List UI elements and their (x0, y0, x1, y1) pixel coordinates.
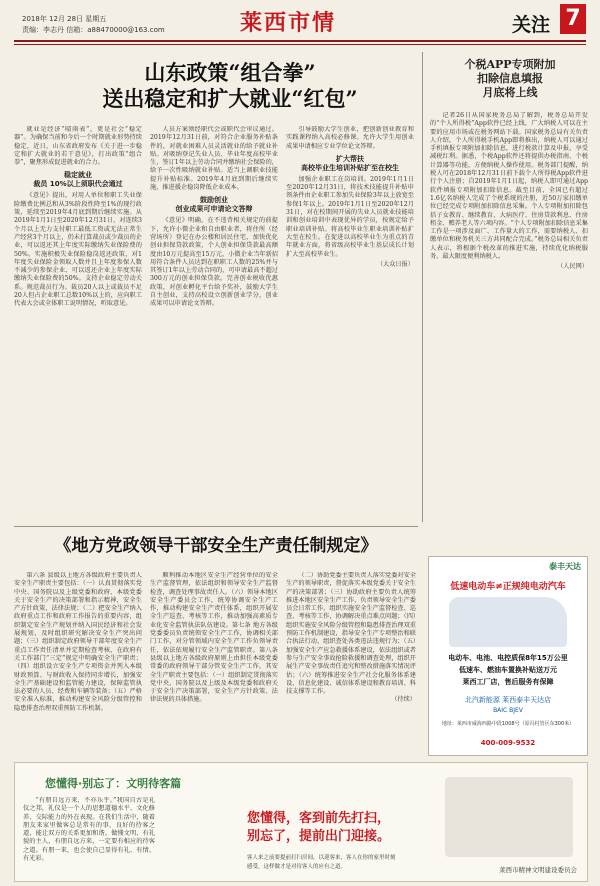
lead-col1 (14, 126, 142, 498)
lead-col3b-para: 加强企业职工在岗培训。2019年1月1日至2020年12月31日，将技术技能提升补贴申领条件由企业职工参加失业保险3年以上放宽至参保1年以上。2019年1月1日至2020年12月31日，对在校期间开展的失业人员就业技能培训和创业培训中表现优异的学员，按规定给予职业培训补贴。将高校毕业生职业培训补贴扩大至在校生。在促进以高校毕业生为重点的青年就业方面，将省级高校毕业生基层成长计划扩大至高校毕业生。 (286, 175, 414, 258)
masthead (0, 0, 600, 42)
lead-col3-para: 引导鼓励大学生创业，把创新创业教育和实践课程纳入高校必修课。允许大学生用创业成果申请相应专业学位论文答辩。 (286, 126, 414, 150)
date-line: 2018年 12月 28日 星期五 (22, 15, 107, 23)
lead-sub3: 扩大帮扶 (336, 154, 364, 163)
psa-credit: 莱西市精神文明建设委员会 (499, 866, 577, 874)
sidebar-para: 记者26日从国家税务总局了解到，税务总局开发的“个人所得税”App软件已经上线，广大纳税人可以在主要的应用市场或在税务网站下载。国家税务总局有关负责人介绍，个人所得税手机App即将推出，纳税人可以通过手机填报专项附加扣除信息，进行税款计算及申报，享受减税红利。据悉，个税App软件还将提供办税指南、个税计算器等功能，方便纳税人操作使用。税务部门提醒，纳税人可在2018年12月31日前下载个人所得税App软件进行个人注册；自2019年1月1日起，纳税人即可通过App软件填报专项附加扣除信息。截至目前，全国已有超过1.6亿名纳税人完成了个税系统的注册，近50万家扣缴单位已经完成专项附加扣除信息采集。个人专项附加扣除包括子女教育、继续教育、大病医疗、住房贷款利息、住房租金、赡养老人等六项内容。“个人专项附加扣除信息采集工作是一项涉及面广、工作量大的工作，需要纳税人、扣缴单位和税务机关三方共同配合完成。”税务总局相关负责人表示，将根据个税改革的推进实施，持续优化纳税服务，最大限度便利纳税人。 (430, 112, 588, 261)
feature-col1 (14, 572, 142, 752)
ad-logo-sub: BAIC BJEV (493, 707, 523, 714)
page-number: 7 (560, 4, 586, 34)
masthead-rule-thin (14, 44, 586, 45)
feature-col1-para: 第六条 县级以上地方各级政府主要负责人安全生产职责主要包括：（一）认真贯彻落实党中央、国务院以及上级党委和政府、本级党委关于安全生产的决策部署和指示精神，安全生产方针政策、法律法规；（二）把安全生产纳入政府重点工作和政府工作报告的重要内容，组织制定安全生产规划并纳入国民经济和社会发展规划，及时组织研究解决安全生产突出问题；（三）组织制定政府领导干部年度安全生产重点工作责任清单并定期检查考核，在政府有关工作部门“三定”规定中明确安全生产职责；（四）组织设立安全生产专项资金并列入本级财政预算、与财政收入保持同步增长，加强安全生产基础建设和监管能力建设，保障监管执法必要的人员、经费和车辆等装备；（五）严格安全准入标准，推动构建安全风险分级管控和隐患排查治理双重预防工作机制。 (14, 572, 142, 712)
ad-brand: 泰丰天达 (549, 562, 581, 571)
psa-caption2: 感受，这样做才是对待客人的应有之道。 (247, 864, 347, 870)
lead-col2 (150, 126, 278, 498)
feature-title: 《地方党政领导干部安全生产责任制规定》 (54, 536, 378, 556)
column-divider (422, 52, 423, 522)
lead-col3 (286, 126, 414, 498)
lead-col1-para: 就业是经济“晴雨表”，更是社会“稳定器”。为确保当前和今后一个时期就业形势持续稳定，近日，山东省政府发布《关于进一步稳定和扩大就业的若干意见》，打出政策“组合拳”，聚焦形成促进就业的合力。 (14, 126, 142, 167)
ad-car (449, 597, 567, 647)
sidebar-title-line2: 扣除信息填报 (477, 72, 543, 85)
feature-source: （待续） (391, 696, 416, 704)
lead-col1b-para: 《意见》提出，对用人单位和职工失业保险缴费比例总和从3%阶段性降至1%的现行政策，延续至2019年4月底到期后继续实施。从2019年1月1日至2020年12月31日，对连续3个月以上无力支付职工最低工资或无法正常生产经营3个月以上，仍未打算裁员或少裁员的企业，可以返还其上年度实际缴纳失业保险费的50%。实施积极失业保险稳岗返还政策，对1年度失业保险金领取人数并且上年度参保人数不减少的参保企业，可以返还企业上年度实际缴纳失业保险费的50%。支持企业稳定劳动关系。规范裁员行为。裁员20人以上或裁员不足20人但占企业职工总数10%以上的，应向职工代表大会或全体职工说明情况，听取意见。 (14, 192, 142, 308)
feature-col2-para: 顺利推动本地区安全生产经营单位的安全生产监督管理，依法组织和领导安全生产监督检查，调查处理事故责任人。（六）领导本地区安全生产委员会工作，统筹协调安全生产工作，推动构建安全生产责任体系，组织开展安全生产巡查、考核等工作，推动加强高素质专业化安全监管执法队伍建设。第七条 地方各级党委委员负责统领安全生产工作，协调相关部门工作，对分管领域内安全生产工作负领导责任，依法依规履行安全生产监管职责。第八条 县级以上地方各级政府原则上由担任本级党委常委的政府领导干部分管安全生产工作，其安全生产职责主要包括：（一）组织制定贯彻落实党中央、国务院以及上级及本级党委和政府关于安全生产决策部署，安全生产方针政策、法律法规的具体措施。 (150, 572, 278, 704)
ad-line1: 电动车、电池、电控质保8年15万公里 (448, 654, 568, 662)
psa-slogan1: 您懂得，客到前先打扫， (247, 811, 391, 826)
ad-logo-text: 北汽新能源 莱西泰丰天达店 (464, 696, 552, 704)
ad-box (428, 556, 588, 756)
psa-quote: “有朋自远方来，不亦乐乎。”我国自古是礼仪之邦，礼仪是一个人的思想道德水平、文化修养、交际能力的外在表现。在我们生活中，随着朋友来家里做客总是常有的事，良好的待客之道，能让双方的关系更加和谐。做懂文明、有礼貌的主人，有朋自远方来，一定要有相应的待客之道。有朋一来，也会使自己显得有礼、有情、有光彩。 (23, 797, 155, 863)
editor-line: 责编：李志丹 信箱：a88470000@163.com (22, 26, 165, 34)
psa-illustration (445, 777, 573, 857)
psa-heading: 您懂得·别忘了：文明待客篇 (45, 777, 182, 790)
paper-name: 莱西市情 (240, 10, 337, 36)
lead-title-line1: 山东政策“组合拳” (144, 60, 316, 85)
ad-hotline: 400-009-9532 (480, 739, 536, 747)
feature-rule-top (14, 526, 418, 527)
lead-sub1: 稳定就业 (64, 171, 92, 180)
lead-sub2: 鼓励创业 (200, 196, 228, 205)
feature-col2 (150, 572, 278, 752)
feature-col3-para: （二）协助党委主要负责人落实党委对安全生产的领导职责，督促落实本级党委关于安全生产的决策部署；（三）协助政府主要负责人统筹推进本地区安全生产工作，负责领导安全生产委员会日常工作，组织实施安全生产监督检查、巡查、考核等工作，协调解决重点难点问题；（四）组织实施安全风险分级管控和隐患排查治理双重预防工作机制建设，指导安全生产专项整治和联合执法行动，组织查处各类违法违规行为；（五）加强安全生产应急救援体系建设，依法组织或者参与生产安全事故抢险救援和调查处理，组织开展生产安全事故责任追究和整改措施落实情况评估；（六）统筹推进安全生产社会化服务体系建设、信息化建设、诚信体系建设和教育培训、科技支撑等工作。 (286, 572, 416, 696)
ad-line3: 莱西工厂店，售后服务有保障 (462, 678, 554, 686)
ad-headline: 低速电动车≠正规纯电动汽车 (450, 582, 566, 592)
lead-title-line2: 送出稳定和扩大就业“红包” (102, 86, 358, 111)
lead-source: （大众日报） (376, 260, 414, 268)
psa-slogan2: 别忘了，提前出门迎接。 (247, 829, 391, 844)
section-label: 关注 (512, 14, 551, 36)
lead-title (60, 60, 400, 112)
ad-address: 地址：莱西市威海西路中段1008号（原冯村管区东300米） (441, 721, 575, 727)
sidebar-title (430, 58, 590, 100)
masthead-rule (14, 40, 586, 42)
feature-col3 (286, 572, 416, 752)
lead-sub3b: 高校毕业生培训补贴扩至在校生 (301, 163, 399, 172)
ad-line2: 低速车、燃油车置换补贴送万元 (459, 666, 557, 674)
sidebar-body (430, 112, 588, 546)
psa-caption1: 客人来之前要提前打扫房间，以迎客来，客人在你的家里时刻 (247, 855, 396, 861)
lead-sub1b: 裁员 10%以上须职代会通过 (33, 180, 123, 189)
psa-box (14, 762, 588, 882)
lead-col2-para: 人员方案须经职代会或职代会审议通过。2019年12月31日前，对符合企业服务补贴条件的，对就业困难人员灵活就业的给予就业补贴。对吸纳登记失业人员、毕业年度高校毕业生，签订1年以上劳动合同并缴纳社会保险的，给予一次性吸纳就业补贴。适当上调职业技能提升补贴标准。2019年4月底到期后继续实施，推进援企稳岗降低企业成本。 (150, 126, 278, 192)
lead-col2b-para: 《意见》明确，在不违背相关规定的前提下，允许小微企业和自由职业者，将住所（经营场所）登记在办公楼和居民住宅，加快优化创业担保贷款政策，个人创业担保贷款最高额度由10万元提高至15万元，小微企业当年新招用符合条件人员达到在职职工人数的25%并与其签订1年以上劳动合同的，可申请最高不超过300万元的创业担保贷款。完善创业税收优惠政策，对创业孵化平台给予奖补，鼓励大学生自主创业，支持高校设立创新创业学分，创业成果可以申请论文答辩。 (150, 217, 278, 308)
sidebar-title-line3: 月底将上线 (482, 86, 538, 99)
sidebar-source: （人民网） (557, 263, 588, 271)
sidebar-title-line1: 个税APP专项附加 (464, 58, 556, 71)
lead-sub2b: 创业成果可申请论文答辩 (175, 205, 253, 214)
